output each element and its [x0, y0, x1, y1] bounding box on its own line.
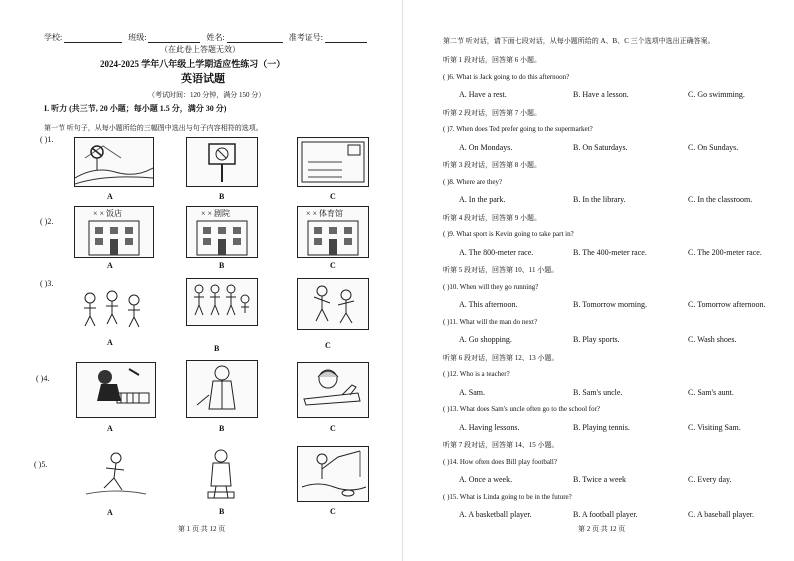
page-footer: 第 2 页 共 12 页: [578, 525, 626, 533]
answer-option-a[interactable]: A. On Mondays.: [459, 142, 513, 152]
q2-image-c[interactable]: [297, 206, 369, 258]
road-sign-scene-illustration: [75, 138, 153, 186]
answer-option-b[interactable]: B. Sam's uncle.: [573, 387, 623, 397]
q3-image-b[interactable]: [186, 278, 258, 326]
dialogue-direction: 听第 5 段对话，回答第 10、11 小题。: [443, 266, 559, 274]
worker-illustration: [186, 446, 256, 502]
exam-subject: 英语试题: [181, 73, 225, 85]
answer-option-a[interactable]: A. The 800-meter race.: [459, 247, 534, 257]
answer-option-b[interactable]: B. Playing tennis.: [573, 422, 630, 432]
children-standing-illustration: [187, 279, 257, 325]
question-stem: ( )12. Who is a teacher?: [443, 370, 510, 378]
option-label: B: [219, 192, 225, 201]
answer-option-c[interactable]: C. Sam's aunt.: [688, 387, 734, 397]
school-label: 学校:: [44, 33, 63, 42]
question-number: ( )5.: [34, 460, 48, 469]
answer-option-b[interactable]: B. Twice a week: [573, 475, 627, 484]
page-footer: 第 1 页 共 12 页: [178, 525, 226, 533]
children-playing-illustration: [76, 286, 152, 332]
question-number: ( )3.: [40, 279, 54, 288]
answer-option-a[interactable]: A. Once a week.: [459, 475, 513, 484]
question-stem: ( )15. What is Linda going to be in the future?: [443, 492, 572, 501]
q1-image-b[interactable]: [186, 137, 258, 187]
people-dancing-illustration: [298, 279, 368, 329]
answer-option-a[interactable]: A. Having lessons.: [459, 422, 520, 432]
name-field[interactable]: [227, 34, 283, 43]
answer-option-b[interactable]: B. On Saturdays.: [573, 142, 628, 152]
question-stem: ( )6. What is Jack going to do this afternoon?: [443, 72, 570, 81]
question-number: ( )2.: [40, 217, 54, 226]
dialogue-direction: 听第 2 段对话，回答第 7 小题。: [443, 108, 541, 117]
q4-image-a[interactable]: [76, 362, 156, 418]
answer-option-c[interactable]: C. A baseball player.: [688, 510, 754, 519]
question-number: ( )1.: [40, 135, 54, 144]
answer-option-c[interactable]: C. Every day.: [688, 475, 732, 484]
q3-image-a[interactable]: [76, 286, 152, 332]
pianist-illustration: [77, 363, 155, 417]
q5-image-a[interactable]: [76, 448, 154, 502]
answer-option-b[interactable]: B. Play sports.: [573, 335, 620, 344]
exam-time-info: （考试时间：120 分钟，满分 150 分）: [148, 91, 266, 99]
answer-option-c[interactable]: C. The 200-meter race.: [688, 247, 762, 257]
dialogue-direction: 听第 6 段对话，回答第 12、13 小题。: [443, 353, 559, 362]
option-label: B: [219, 424, 225, 433]
option-label: A: [107, 424, 113, 433]
answer-option-b[interactable]: B. The 400-meter race.: [573, 247, 647, 257]
building-label: × × 饭店: [93, 209, 123, 218]
building-label: × × 体育馆: [306, 209, 344, 218]
option-label: C: [330, 424, 336, 433]
question-stem: ( )7. When does Ted prefer going to the supermarket?: [443, 125, 593, 133]
no-entry-sign-illustration: [187, 138, 257, 186]
q5-image-c[interactable]: [297, 446, 369, 502]
q5-image-b[interactable]: [186, 446, 256, 502]
exam-title: 2024-2025 学年八年级上学期适应性练习（一）: [100, 59, 286, 69]
answer-option-b[interactable]: B. A football player.: [573, 510, 638, 519]
question-stem: ( )13. What does Sam's uncle often go to the school for?: [443, 405, 601, 413]
header-fields: [44, 32, 367, 43]
pilot-illustration: [298, 363, 368, 417]
question-stem: ( )8. Where are they?: [443, 177, 503, 186]
page-divider: [402, 0, 403, 561]
question-number: ( )4.: [36, 374, 50, 383]
dialogue-direction: 听第 7 段对话，回答第 14、15 小题。: [443, 441, 559, 449]
q1-image-c[interactable]: [297, 137, 369, 187]
answer-option-c[interactable]: C. Visiting Sam.: [688, 422, 741, 432]
answer-option-b[interactable]: B. In the library.: [573, 195, 626, 204]
option-label: A: [107, 338, 113, 347]
building-label: × × 剧院: [201, 209, 231, 218]
answer-option-a[interactable]: A. Go shopping.: [459, 335, 512, 344]
dialogue-direction: 听第 3 段对话，回答第 8 小题。: [443, 161, 541, 169]
question-stem: ( )14. How often does Bill play football?: [443, 457, 557, 466]
answer-option-a[interactable]: A. In the park.: [459, 195, 506, 204]
fisherman-illustration: [298, 447, 368, 501]
q2-image-a[interactable]: [74, 206, 154, 258]
answer-option-c[interactable]: C. On Sundays.: [688, 142, 739, 152]
question-stem: ( )9. What sport is Kevin going to take part in?: [443, 230, 574, 238]
option-label: B: [214, 344, 220, 353]
class-label: 班级:: [128, 33, 147, 42]
exam-no-label: 准考证号:: [288, 33, 323, 42]
option-label: A: [107, 261, 113, 270]
answer-option-a[interactable]: A. A basketball player.: [459, 510, 532, 519]
school-field[interactable]: [64, 34, 122, 43]
option-label: C: [330, 507, 336, 516]
part1-instruction: 第一节 听句子，从每小题所给的三幅图中选出与句子内容相符的选项。: [44, 124, 263, 132]
answer-option-c[interactable]: C. Tomorrow afternoon.: [688, 300, 766, 309]
right-page: [405, 0, 794, 561]
doctor-illustration: [187, 361, 257, 417]
option-label: B: [219, 507, 225, 516]
name-label: 姓名:: [206, 33, 225, 42]
q3-image-c[interactable]: [297, 278, 369, 330]
envelope-stamp-illustration: [298, 138, 368, 186]
q2-image-b[interactable]: [186, 206, 258, 258]
option-label: C: [325, 341, 331, 350]
option-label: A: [107, 508, 113, 517]
runner-illustration: [76, 448, 154, 502]
question-stem: ( )11. What will the man do next?: [443, 317, 538, 326]
no-answer-note: （在此卷上答题无效）: [160, 45, 240, 54]
section-heading: I. 听力 (共三节, 20 小题；每小题 1.5 分，满分 30 分): [44, 104, 227, 113]
q1-image-a[interactable]: [74, 137, 154, 187]
part2-instruction: 第二节 听对话，请下面七段对话，从每小题所给的 A、B、C 三个选项中选出正确答案。: [443, 37, 715, 45]
answer-option-a[interactable]: A. Have a rest.: [459, 90, 507, 99]
answer-option-c[interactable]: C. In the classroom.: [688, 195, 753, 204]
class-field[interactable]: [148, 34, 200, 43]
answer-option-b[interactable]: B. Tomorrow morning.: [573, 300, 647, 309]
dialogue-direction: 听第 4 段对话，回答第 9 小题。: [443, 213, 541, 222]
answer-option-a[interactable]: A. Sam.: [459, 387, 485, 397]
q4-image-c[interactable]: [297, 362, 369, 418]
exam-no-field[interactable]: [325, 34, 367, 43]
q4-image-b[interactable]: [186, 360, 258, 418]
option-label: C: [330, 261, 336, 270]
answer-option-a[interactable]: A. This afternoon.: [459, 300, 518, 309]
option-label: B: [219, 261, 225, 270]
answer-option-c[interactable]: C. Go swimming.: [688, 90, 745, 99]
option-label: C: [330, 192, 336, 201]
question-stem: ( )10. When will they go running?: [443, 282, 539, 291]
answer-option-b[interactable]: B. Have a lesson.: [573, 90, 629, 99]
option-label: A: [107, 192, 113, 201]
answer-option-c[interactable]: C. Wash shoes.: [688, 335, 737, 344]
dialogue-direction: 听第 1 段对话，回答第 6 小题。: [443, 56, 541, 64]
